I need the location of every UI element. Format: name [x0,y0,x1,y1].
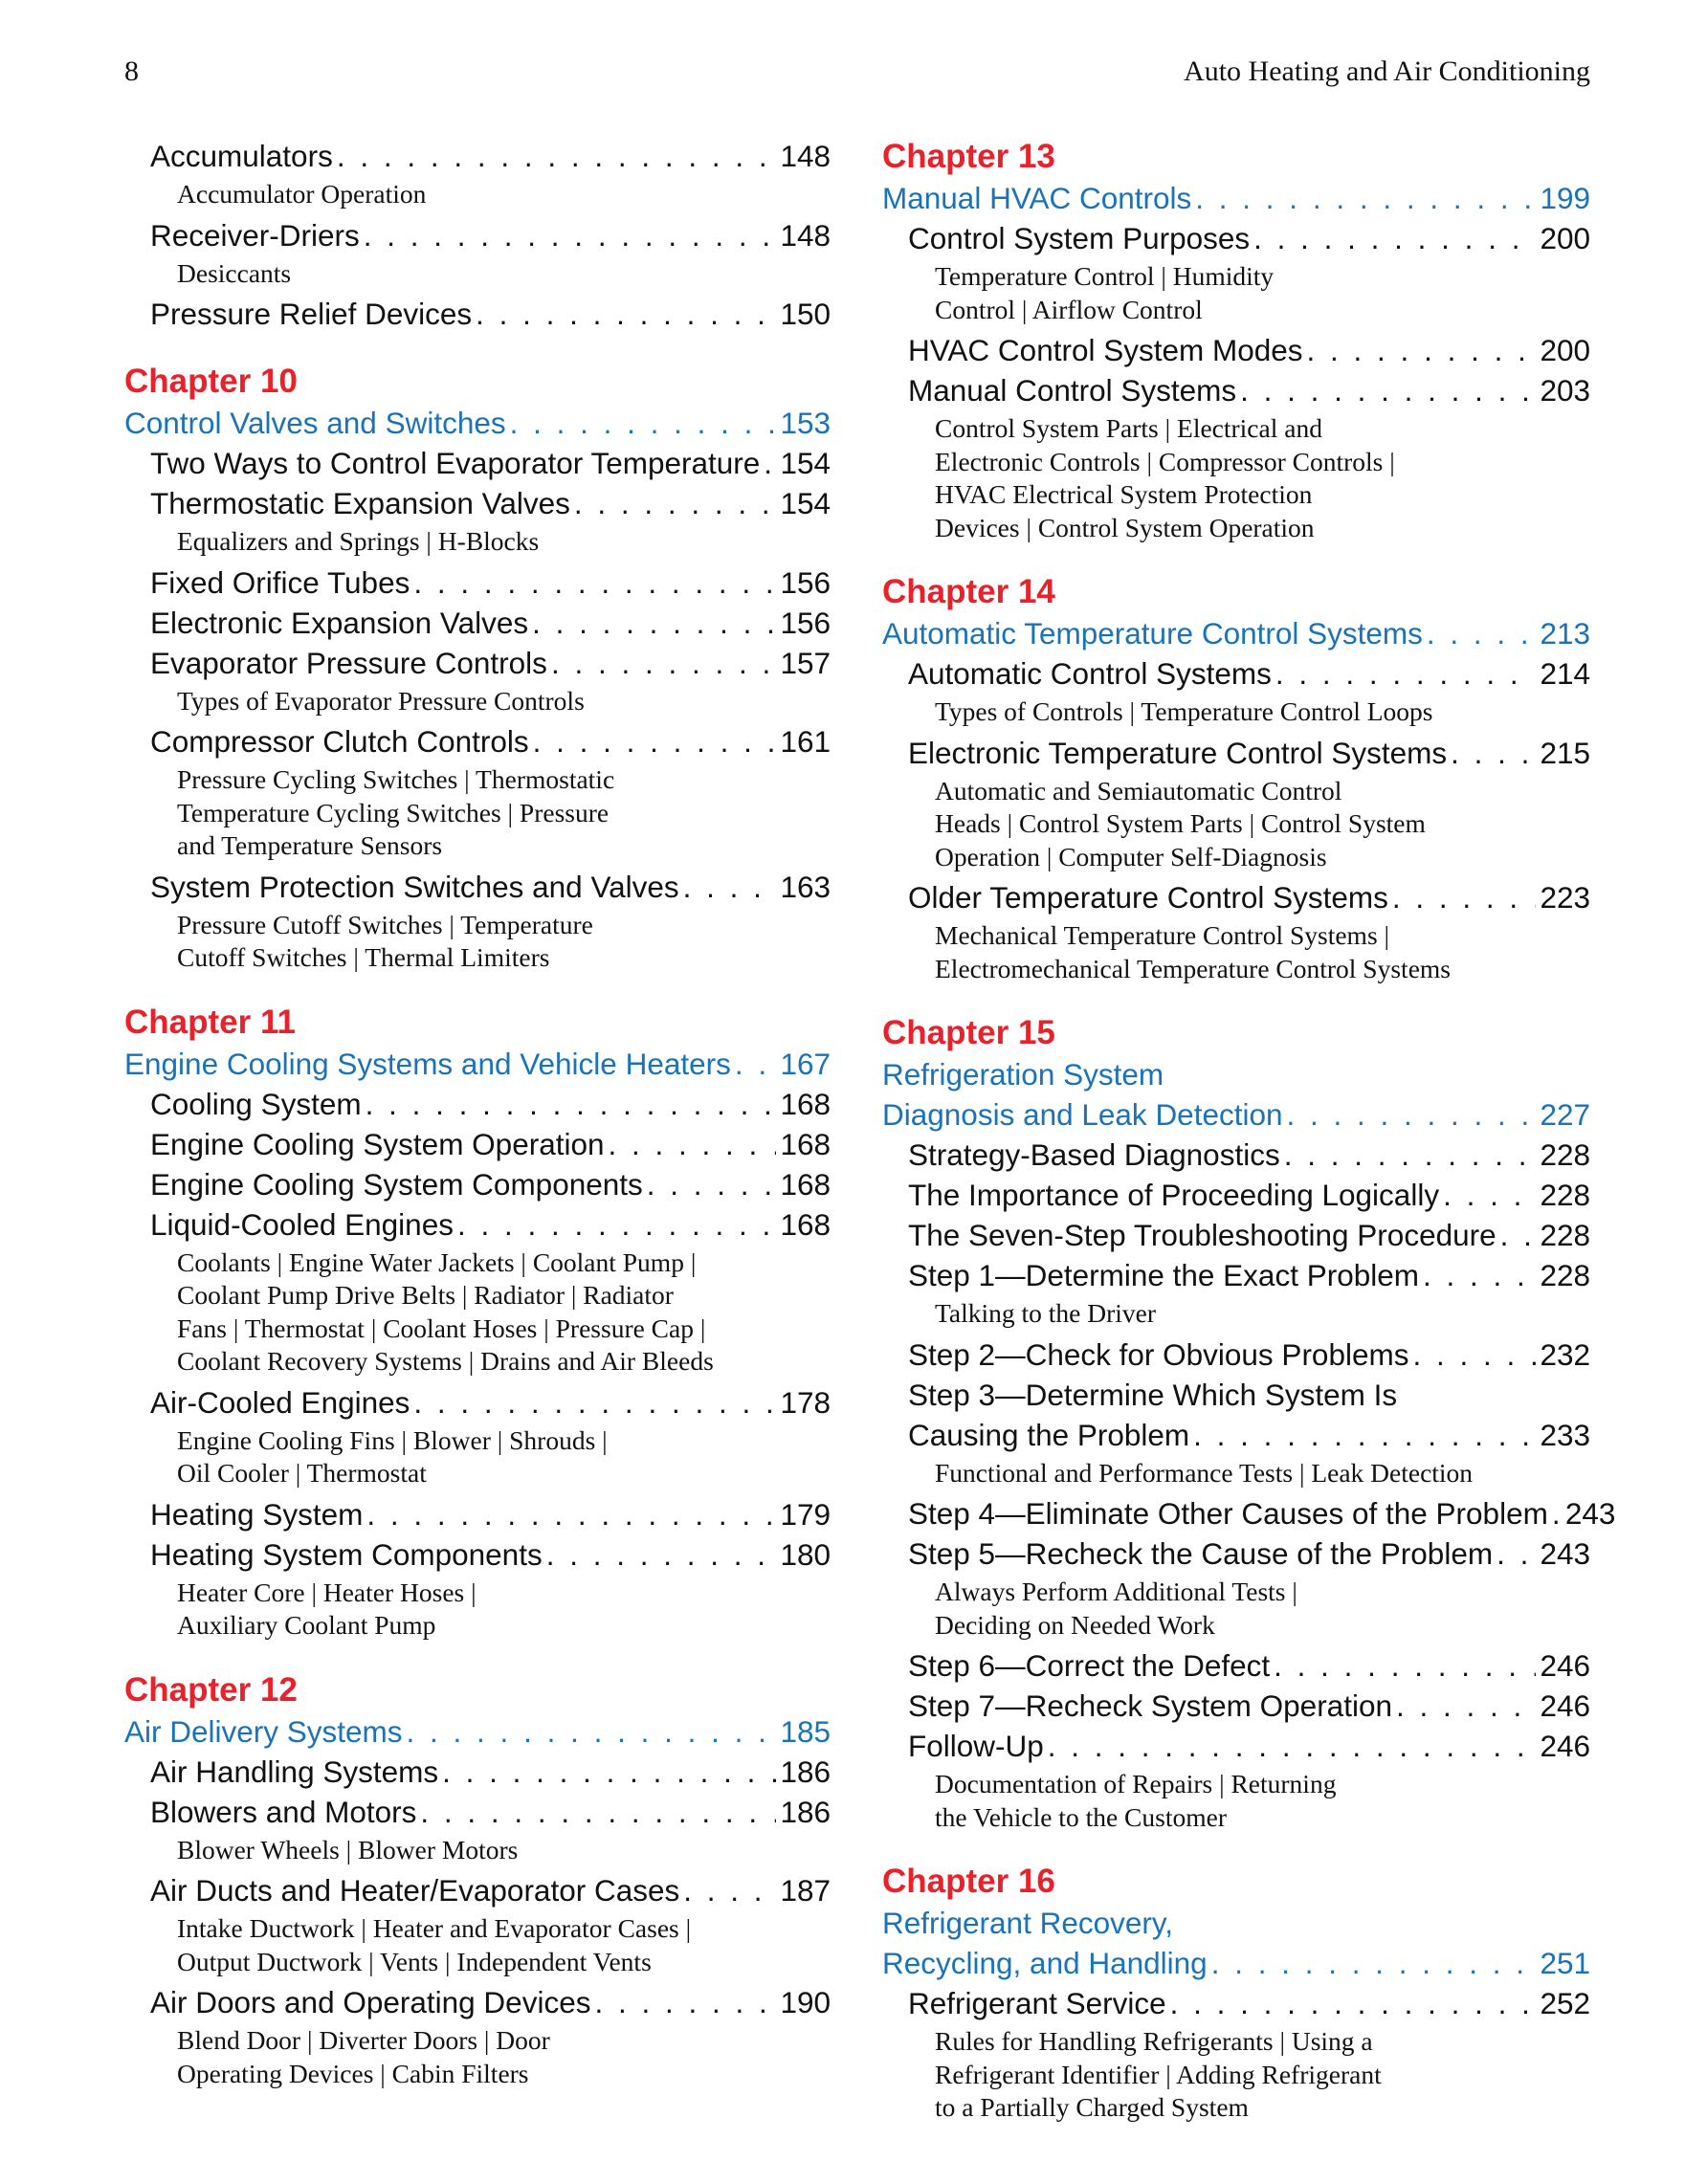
entry-title: Heating System [150,1496,364,1532]
dot-leader [647,1164,777,1204]
entry-title: Air Doors and Operating Devices [150,1985,591,2019]
entry-title: Cooling System [150,1086,362,1121]
subtopics [882,1457,1590,1490]
subtopics [882,1297,1590,1331]
subtopic-line: Blower Wheels | Blower Motors [177,1834,519,1864]
subtopic-line: and Temperature Sensors [177,830,443,860]
page-ref: 168 [780,1206,831,1242]
chapter-label: Chapter 14 [882,573,1055,610]
page-ref: 252 [1540,1986,1590,2020]
dot-leader [510,403,777,443]
dot-leader [1240,370,1536,410]
toc-entry[interactable] [124,1124,831,1164]
subtopic-line: Oil Cooler | Thermostat [177,1458,427,1488]
chapter-title-line [882,1054,1590,1094]
toc-entry[interactable] [124,215,831,255]
page-ref: 178 [780,1384,831,1420]
chapter-title-link[interactable] [882,1943,1590,1983]
dot-leader [1552,1493,1562,1533]
toc-entry[interactable] [124,1084,831,1124]
entry-title: Electronic Expansion Valves [150,605,529,640]
page-ref: 156 [780,605,831,640]
dot-leader [1287,1094,1537,1135]
subtopics [882,695,1590,729]
subtopic-line: Accumulator Operation [177,179,427,209]
dot-leader [413,563,776,603]
entry-title-line[interactable] [882,1415,1590,1455]
entry-title: Air Handling Systems [150,1754,439,1789]
chapter-label: Chapter 10 [124,363,298,400]
entry-title: Heating System Components [150,1536,543,1572]
chapter-label: Chapter 15 [882,1014,1055,1051]
page-ref: 232 [1540,1336,1590,1372]
page-ref: 228 [1540,1258,1590,1292]
subtopic-line: Desiccants [177,257,292,288]
subtopic-line: Devices | Control System Operation [935,512,1315,542]
subtopics [882,2025,1590,2125]
subtopic-line: Pressure Cutoff Switches | Temperature [177,909,593,939]
toc-entry[interactable] [882,370,1590,410]
page-ref: 251 [1540,1946,1590,1980]
page-ref: 200 [1540,221,1590,255]
page-ref: 203 [1540,373,1590,408]
page-ref: 168 [780,1086,831,1121]
toc-entry[interactable] [124,1534,831,1575]
subtopics [124,685,831,718]
subtopic-line: Auxiliary Coolant Pump [177,1610,436,1640]
subtopic-line: Automatic and Semiautomatic Control [935,775,1342,805]
page-ref: 154 [780,486,831,520]
dot-leader [1170,1983,1537,2023]
entry-title: Receiver-Driers [150,217,360,253]
dot-leader [1496,1533,1536,1574]
toc-entry[interactable] [124,603,831,643]
toc-entry[interactable] [882,1726,1590,1766]
toc-entry[interactable] [124,1494,831,1534]
page-ref: 150 [780,297,831,331]
entry-title: The Seven-Step Troubleshooting Procedure [908,1218,1496,1252]
dot-leader [364,215,777,255]
subtopic-line: HVAC Electrical System Protection [935,479,1313,509]
dot-leader [413,1382,776,1423]
toc-entry[interactable] [882,653,1590,694]
subtopic-line: Always Perform Additional Tests | [935,1577,1297,1606]
dot-leader [1048,1726,1537,1766]
dot-leader [442,1752,776,1792]
dot-leader [735,1044,777,1084]
page-ref: 223 [1540,880,1590,915]
entry-title: The Importance of Proceeding Logically [908,1178,1440,1212]
subtopic-line: Functional and Performance Tests | Leak Detection [935,1457,1474,1488]
toc-entry[interactable] [124,1870,831,1910]
dot-leader [1195,178,1536,218]
subtopics [124,763,831,863]
entry-title: Electronic Temperature Control Systems [908,735,1448,770]
page-ref: 187 [780,1873,831,1908]
entry-title: Air-Cooled Engines [150,1384,410,1420]
entry-title: Engine Cooling System Components [150,1166,643,1202]
entry-title: Step 1—Determine the Exact Problem [908,1258,1419,1292]
entry-title: Refrigerant Service [908,1986,1166,2020]
subtopics [882,1768,1590,1834]
toc-entry[interactable] [124,1204,831,1245]
toc-entry[interactable] [124,136,831,176]
subtopic-line: Types of Controls | Temperature Control Loops [935,696,1433,726]
entry-title: Automatic Control Systems [908,656,1272,691]
subtopic-line: Operating Devices | Cabin Filters [177,2058,529,2088]
entry-title: Thermostatic Expansion Valves [150,486,570,520]
page-ref: 213 [1540,616,1590,651]
entry-title: Older Temperature Control Systems [908,880,1388,915]
page-ref: 246 [1540,1688,1590,1723]
dot-leader [1253,218,1536,258]
page-ref: 186 [780,1794,831,1829]
page-ref: 228 [1540,1137,1590,1172]
subtopic-line: the Vehicle to the Customer [935,1801,1227,1832]
chapter-title-link[interactable] [882,178,1590,218]
dot-leader [546,1534,777,1575]
toc-entry[interactable] [124,1792,831,1832]
dot-leader [594,1982,776,2022]
entry-title: Compressor Clutch Controls [150,724,529,759]
entry-title: Control System Purposes [908,221,1251,255]
entry-title-line [882,1375,1590,1415]
page-ref: 190 [780,1985,831,2019]
entry-title: Accumulators [150,139,333,173]
dot-leader [1275,653,1537,694]
chapter-title-line [882,1903,1590,1943]
toc-entry[interactable] [882,1375,1590,1455]
subtopic-line: Types of Evaporator Pressure Controls [177,685,585,716]
entry-title: Strategy-Based Diagnostics [908,1137,1280,1172]
entry-title: Pressure Relief Devices [150,297,473,331]
page-ref: 168 [780,1166,831,1202]
subtopic-line: Blend Door | Diverter Doors | Door [177,2025,550,2055]
dot-leader [457,1204,776,1245]
toc-entry[interactable] [882,1645,1590,1686]
subtopics [882,775,1590,874]
entry-title: Blowers and Motors [150,1794,417,1829]
page-ref: 148 [780,139,831,173]
subtopics [882,919,1590,985]
page-ref: 246 [1540,1729,1590,1763]
page-ref: 167 [780,1046,831,1081]
page-ref: 243 [1540,1536,1590,1571]
dot-leader [366,1494,776,1534]
subtopics [882,260,1590,326]
subtopics [124,1577,831,1643]
dot-leader [1193,1415,1536,1455]
dot-leader [551,643,777,683]
dot-leader [1396,1686,1536,1726]
dot-leader [1451,733,1536,773]
dot-leader [609,1124,777,1164]
chapter-label: Chapter 12 [124,1670,298,1709]
toc-entry[interactable] [882,733,1590,773]
page-ref: 214 [1540,656,1590,691]
dot-leader [1412,1335,1536,1375]
toc-entry[interactable] [882,1983,1590,2023]
toc-entry[interactable] [882,877,1590,917]
subtopic-line: Control | Airflow Control [935,294,1203,324]
dot-leader [1284,1135,1537,1175]
subtopic-line: Temperature Control | Humidity [935,261,1275,291]
page-ref: 246 [1540,1648,1590,1683]
toc-entry[interactable] [124,721,831,761]
subtopic-line: Electronic Controls | Compressor Controls | [935,446,1395,476]
entry-title: Evaporator Pressure Controls [150,645,547,680]
subtopic-line: Heater Core | Heater Hoses | [177,1577,477,1607]
subtopics [124,525,831,559]
running-head: Auto Heating and Air Conditioning [1184,55,1590,87]
subtopics [124,1246,831,1379]
entry-title: Manual Control Systems [908,373,1237,408]
entry-title: Causing the Problem [908,1417,1190,1452]
dot-leader [683,1870,776,1910]
entry-title: Air Delivery Systems [124,1713,403,1749]
dot-leader [1274,1645,1536,1686]
entry-title: Step 2—Check for Obvious Problems [908,1336,1409,1372]
dot-leader [337,136,777,176]
subtopics [124,2024,831,2090]
dot-leader [476,294,776,334]
chapter-label: Chapter 16 [882,1863,1055,1900]
entry-title: Engine Cooling System Operation [150,1126,605,1161]
page-number: 8 [124,55,139,87]
subtopic-line: Temperature Cycling Switches | Pressure [177,797,610,827]
subtopic-line: Engine Cooling Fins | Blower | Shrouds | [177,1424,608,1455]
page-ref: 200 [1540,333,1590,367]
page-ref: 168 [780,1126,831,1161]
subtopics [124,909,831,975]
chapter-title: Refrigeration System [882,1057,1164,1092]
dot-leader [420,1792,776,1832]
toc-entry[interactable] [882,1335,1590,1375]
toc-entry[interactable] [882,1493,1616,1533]
entry-title: Step 6—Correct the Defect [908,1648,1271,1683]
chapter-title-link[interactable] [124,403,831,443]
subtopic-line: Pressure Cycling Switches | Thermostatic [177,764,615,794]
page-ref: 180 [780,1536,831,1572]
subtopic-line: Control System Parts | Electrical and [935,413,1322,443]
subtopic-line: Cutoff Switches | Thermal Limiters [177,942,550,972]
entry-title: Follow-Up [908,1729,1044,1763]
page-ref: 154 [780,446,831,480]
page-ref: 199 [1540,181,1590,215]
toc-entry[interactable] [124,867,831,907]
page-ref: 161 [780,724,831,759]
subtopic-line: Talking to the Driver [935,1298,1156,1328]
dot-leader [533,721,777,761]
page-ref: 228 [1540,1178,1590,1212]
toc-entry[interactable] [124,483,831,523]
subtopic-line: Heads | Control System Parts | Control System [935,808,1426,838]
toc-entry[interactable] [882,1686,1590,1726]
toc-entry[interactable] [124,1982,831,2022]
chapter-title-link[interactable] [124,1044,831,1084]
subtopic-line: Output Ductwork | Vents | Independent Vents [177,1946,652,1976]
page-ref: 185 [780,1713,831,1749]
subtopic-line: Coolants | Engine Water Jackets | Coolant Pump | [177,1246,697,1277]
toc-entry[interactable] [124,1164,831,1204]
page-ref: 153 [780,406,831,440]
dot-leader [407,1711,777,1752]
page-ref: 228 [1540,1218,1590,1252]
chapter-label: Chapter 11 [124,1003,296,1041]
subtopic-line: Coolant Pump Drive Belts | Radiator | Radiator [177,1280,674,1310]
entry-title: Engine Cooling Systems and Vehicle Heaters [124,1046,731,1081]
toc-entry[interactable] [124,443,831,483]
dot-leader [1423,1255,1536,1295]
page-ref: 156 [780,564,831,600]
subtopic-line: Documentation of Repairs | Returning [935,1769,1337,1798]
chapter-label: Chapter 13 [882,138,1055,175]
toc-entry[interactable] [124,1752,831,1792]
toc-entry[interactable] [124,643,831,683]
chapter-title-link[interactable] [124,1711,831,1752]
toc-entry[interactable] [124,563,831,603]
toc-right-column [882,136,1616,2129]
entry-title: System Protection Switches and Valves [150,869,679,904]
subtopic-line: Intake Ductwork | Heater and Evaporator Cases | [177,1913,692,1943]
toc-entry[interactable] [124,1382,831,1423]
entry-title: Step 5—Recheck the Cause of the Problem [908,1536,1494,1571]
entry-title: Control Valves and Switches [124,406,506,440]
toc-entry[interactable] [882,218,1590,258]
dot-leader [1427,613,1537,653]
subtopic-line: Equalizers and Springs | H-Blocks [177,526,540,556]
toc-entry[interactable] [882,330,1590,370]
dot-leader [1392,877,1537,917]
subtopics [124,1424,831,1490]
page-ref: 157 [780,645,831,680]
subtopic-line: Operation | Computer Self-Diagnosis [935,841,1327,871]
subtopic-line: Rules for Handling Refrigerants | Using a [935,2026,1373,2056]
dot-leader [1211,1943,1537,1983]
subtopic-line: Fans | Thermostat | Coolant Hoses | Pressure Cap | [177,1313,706,1343]
page-ref: 186 [780,1754,831,1789]
entry-title: Automatic Temperature Control Systems [882,616,1423,651]
subtopics [124,178,831,211]
dot-leader [532,603,776,643]
chapter-title-link[interactable] [882,1094,1590,1135]
page-ref: 163 [780,869,831,904]
page-ref: 243 [1564,1496,1616,1531]
subtopics [124,1834,831,1867]
page-ref: 148 [780,217,831,253]
entry-title: Step 4—Eliminate Other Causes of the Problem [908,1496,1548,1531]
toc-entry[interactable] [882,1255,1590,1295]
entry-title: Recycling, and Handling [882,1946,1208,1980]
chapter-title-link[interactable] [882,613,1590,653]
dot-leader [1500,1215,1537,1255]
toc-entry[interactable] [882,1533,1590,1574]
page-ref: 179 [780,1496,831,1532]
dot-leader [683,867,777,907]
entry-title: Liquid-Cooled Engines [150,1206,454,1242]
subtopics [882,1576,1590,1642]
entry-title: Diagnosis and Leak Detection [882,1097,1283,1132]
subtopics [882,412,1590,544]
subtopic-line: Mechanical Temperature Control Systems | [935,920,1390,950]
dot-leader [764,443,776,483]
toc-entry[interactable] [882,1135,1590,1175]
subtopics [124,257,831,291]
subtopic-line: to a Partially Charged System [935,2092,1249,2122]
toc-entry[interactable] [882,1175,1590,1215]
dot-leader [1443,1175,1536,1215]
toc-entry[interactable] [124,294,831,334]
subtopic-line: Refrigerant Identifier | Adding Refrigerant [935,2059,1382,2089]
page-ref: 227 [1540,1097,1590,1132]
entry-title: Air Ducts and Heater/Evaporator Cases [150,1873,680,1908]
page-ref: 215 [1540,735,1590,770]
subtopic-line: Coolant Recovery Systems | Drains and Air Bleeds [177,1346,714,1376]
subtopic-line: Electromechanical Temperature Control Systems [935,953,1451,983]
entry-title: Manual HVAC Controls [882,181,1192,215]
subtopics [124,1912,831,1978]
toc-entry[interactable] [882,1215,1590,1255]
dot-leader [574,483,777,523]
dot-leader [366,1084,777,1124]
page-ref: 233 [1540,1417,1590,1452]
entry-title: Step 3—Determine Which System Is [908,1377,1398,1412]
dot-leader [1307,330,1537,370]
entry-title: Two Ways to Control Evaporator Temperature [150,446,761,480]
entry-title: Step 7—Recheck System Operation [908,1688,1392,1723]
entry-title: HVAC Control System Modes [908,333,1303,367]
chapter-title: Refrigerant Recovery, [882,1906,1174,1940]
subtopic-line: Deciding on Needed Work [935,1609,1215,1640]
entry-title: Fixed Orifice Tubes [150,564,410,600]
toc-left-column [124,136,831,2094]
